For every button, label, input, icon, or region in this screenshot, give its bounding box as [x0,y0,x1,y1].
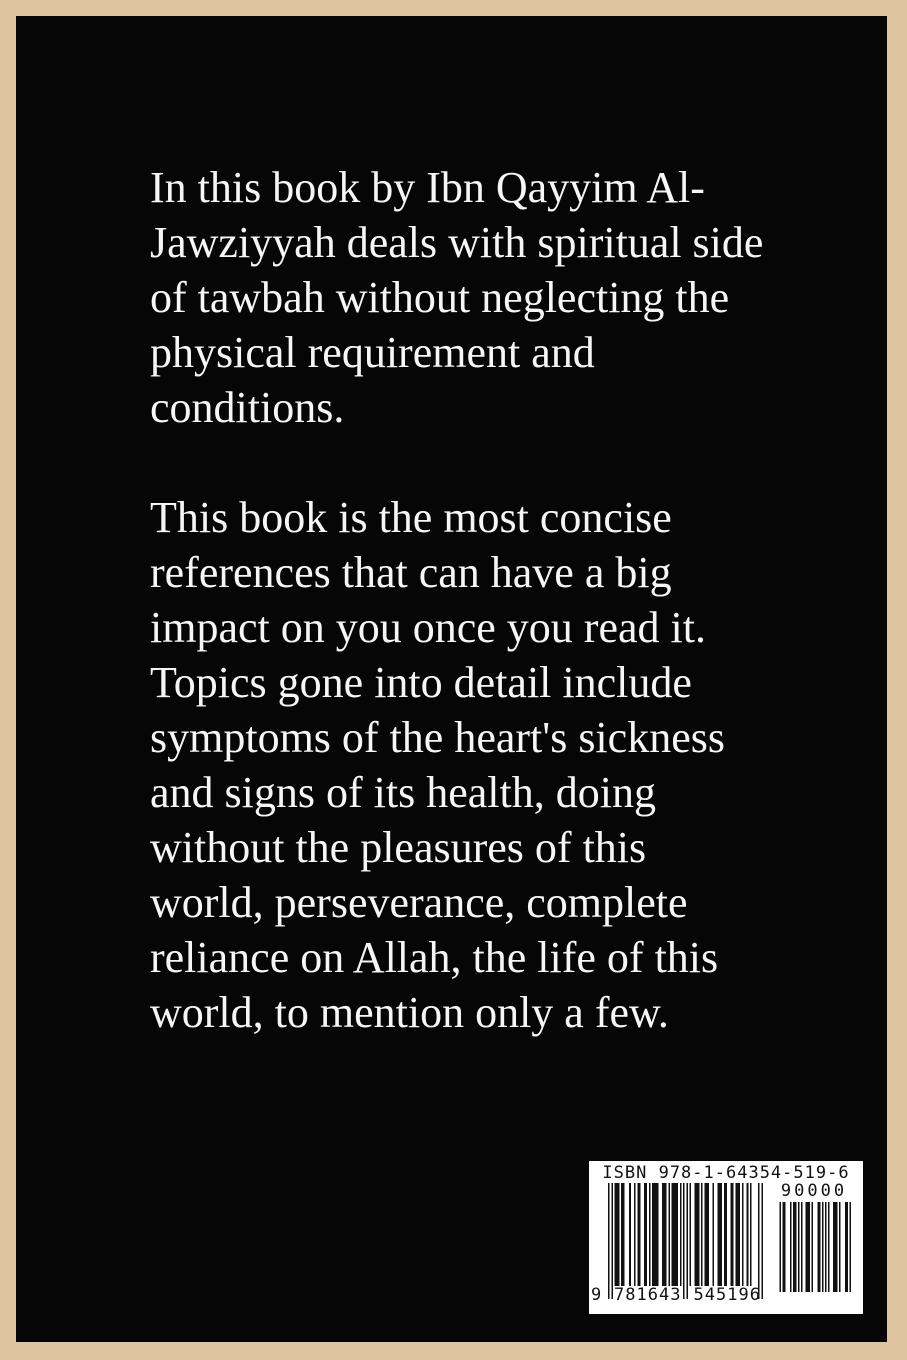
text-line: and signs of its health, doing [150,768,656,817]
barcode-digit-first: 9 [591,1285,602,1305]
barcode-digit-group-right: 545196 [693,1285,761,1305]
text-line: Topics gone into detail include [150,658,692,707]
ean5-addon-barcode [778,1202,851,1292]
text-line: In this book by Ibn Qayyim Al- [150,163,705,212]
cover-inner-black-panel [16,16,887,1342]
blurb-paragraph-1 [150,160,867,435]
blurb-text-block [150,160,867,1040]
isbn-number-label: ISBN 978-1-64354-519-6 [602,1163,850,1183]
text-line: reliance on Allah, the life of this [150,933,719,982]
text-line: world, to mention only a few. [150,988,669,1037]
barcode-price-code-label: 90000 [780,1181,848,1201]
text-line: world, perseverance, complete [150,878,688,927]
text-line: Jawziyyah deals with spiritual side [150,218,764,267]
isbn-barcode-panel [589,1161,863,1314]
barcode-digits-row [591,1284,767,1306]
text-line: impact on you once you read it. [150,603,706,652]
text-line: conditions. [150,383,345,432]
text-line: This book is the most concise [150,493,672,542]
text-line: without the pleasures of this [150,823,647,872]
text-line: references that can have a big [150,548,672,597]
text-line: of tawbah without neglecting the [150,273,730,322]
text-line: physical requirement and [150,328,595,377]
text-line: symptoms of the heart's sickness [150,713,725,762]
blurb-paragraph-2 [150,490,867,1040]
ean13-barcode [608,1183,763,1299]
barcode-digit-group-left: 781643 [614,1285,682,1305]
